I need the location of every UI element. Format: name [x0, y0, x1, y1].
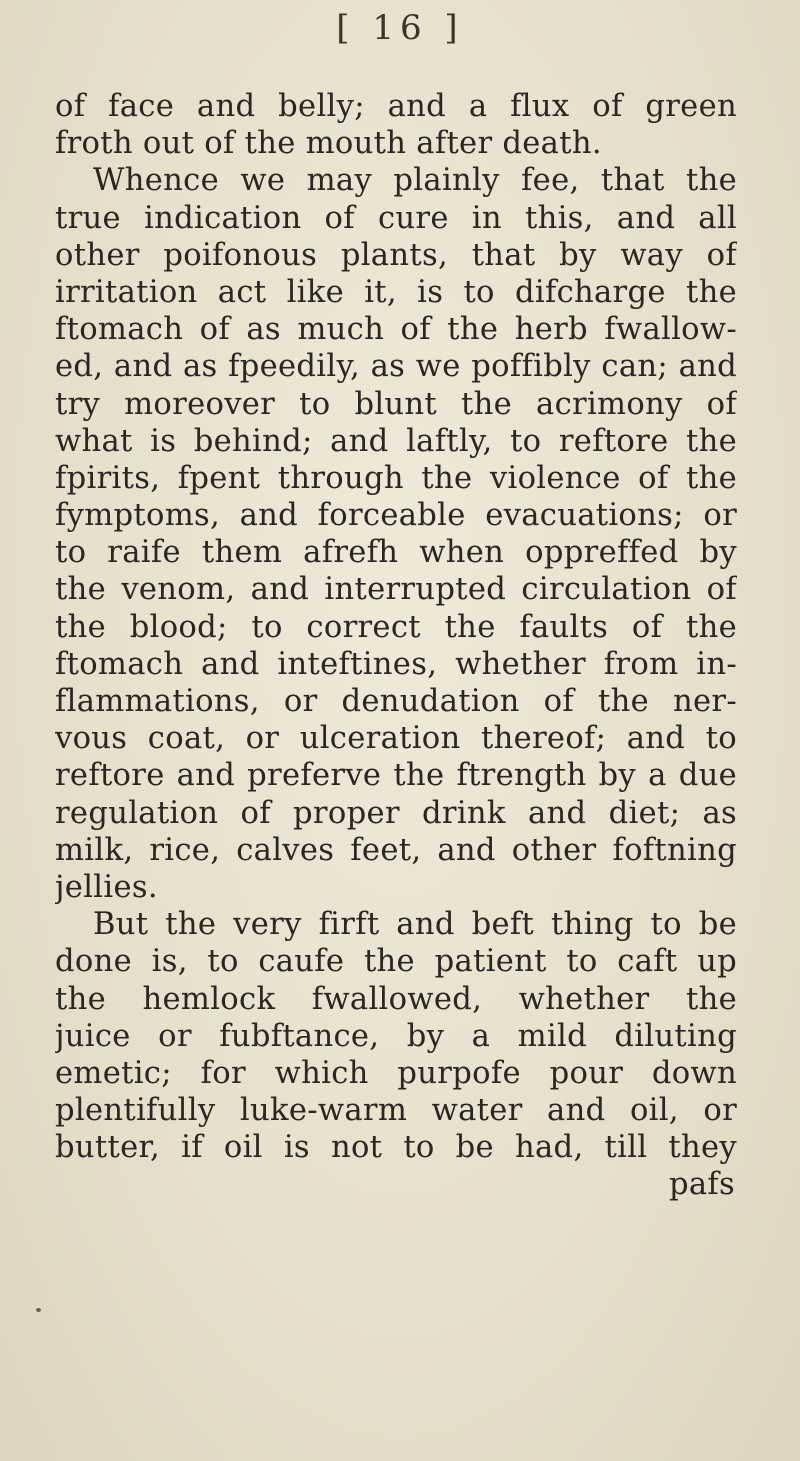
text-line-11: fpirits, fpent through the violence of the [55, 460, 737, 496]
text-line-7: ftomach of as much of the herb fwallow- [55, 312, 737, 348]
text-line-1: of face and belly; and a flux of green [55, 89, 737, 124]
text-line-5: other poifonous plants, that by way of [55, 237, 737, 273]
text-line-23: But the very firft and beft thing to be [93, 907, 737, 943]
text-line-12: fymptoms, and forceable evacuations; or [55, 498, 737, 534]
text-line-8: ed, and as fpeedily, as we poffibly can; and [55, 349, 737, 385]
text-line-28: plentifully luke-warm water and oil, or [55, 1093, 737, 1129]
text-line-21: milk, rice, calves feet, and other foftning [55, 832, 737, 868]
text-line-9: try moreover to blunt the acrimony of [55, 386, 737, 422]
text-line-6: irritation act like it, is to difcharge the [55, 274, 737, 310]
text-line-24: done is, to caufe the patient to caft up [55, 944, 737, 980]
catchword: pafs [668, 1167, 735, 1203]
body-text [55, 88, 737, 1204]
text-line-26: juice or fubftance, by a mild diluting [55, 1018, 737, 1054]
text-line-25: the hemlock fwallowed, whether the [55, 981, 737, 1017]
text-line-29: butter, if oil is not to be had, till they [55, 1130, 737, 1166]
text-line-17: flammations, or denudation of the ner- [55, 684, 737, 719]
text-line-2: froth out of the mouth after death. [55, 126, 602, 162]
paper-spot [36, 1308, 41, 1312]
page-number: [ 16 ] [336, 8, 464, 48]
text-line-20: regulation of proper drink and diet; as [55, 795, 737, 831]
text-line-15: the blood; to correct the faults of the [55, 609, 737, 645]
text-line-10: what is behind; and laftly, to reftore the [55, 423, 737, 459]
text-line-14: the venom, and interrupted circulation of [55, 572, 737, 608]
text-line-3: Whence we may plainly fee, that the [93, 163, 737, 199]
text-line-18: vous coat, or ulceration thereof; and to [55, 721, 737, 757]
text-line-4: true indication of cure in this, and all [55, 200, 737, 236]
text-line-22: jellies. [55, 869, 158, 905]
text-line-13: to raife them afrefh when oppreffed by [55, 535, 737, 571]
text-line-19: reftore and preferve the ftrength by a due [55, 758, 737, 794]
text-line-27: emetic; for which purpofe pour down [55, 1055, 737, 1091]
text-line-16: ftomach and inteftines, whether from in- [55, 646, 737, 682]
